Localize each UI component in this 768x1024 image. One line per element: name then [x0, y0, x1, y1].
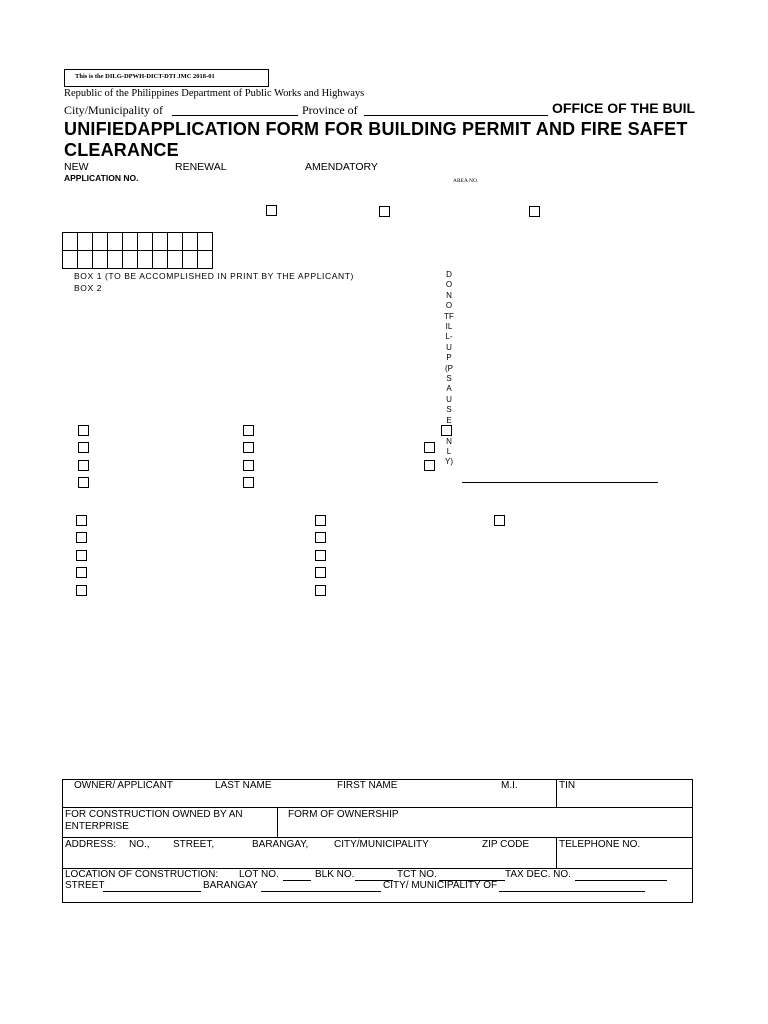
lot-no-label: LOT NO. [239, 869, 279, 880]
occupancy-checkbox[interactable] [76, 515, 87, 526]
box2-checkbox[interactable] [243, 442, 254, 453]
city-field-line[interactable] [172, 115, 298, 116]
box2-checkbox[interactable] [78, 425, 89, 436]
reference-note: This is the DILG-DPWH-DICT-DTI JMC 2018-01 [75, 73, 215, 80]
tin-label: TIN [559, 780, 576, 791]
location-label: LOCATION OF CONSTRUCTION: [65, 869, 219, 880]
box2-checkbox[interactable] [424, 442, 435, 453]
address-label: ADDRESS: [65, 839, 117, 850]
address-no-label: NO., [129, 839, 150, 850]
occupancy-checkbox[interactable] [76, 532, 87, 543]
box2-checkbox[interactable] [441, 425, 452, 436]
province-label: Province of [302, 103, 358, 117]
application-no-label: APPLICATION NO. [64, 173, 139, 183]
occupancy-checkbox[interactable] [76, 550, 87, 561]
city-municipality-line[interactable] [499, 891, 645, 892]
form-title-line1: UNIFIEDAPPLICATION FORM FOR BUILDING PERMIT AND FIRE SAFET [64, 119, 688, 139]
table-divider [556, 837, 557, 868]
barangay-label: BARANGAY [203, 880, 258, 891]
box2-checkbox[interactable] [243, 460, 254, 471]
tax-dec-label: TAX DEC. NO. [505, 869, 571, 880]
address-street-label: STREET, [173, 839, 215, 850]
amendatory-label: AMENDATORY [305, 161, 378, 173]
psa-use-only-vertical-text: DONOTFILL-UP(PSA USE NLY) [444, 270, 454, 467]
form-of-ownership-label: FORM OF OWNERSHIP [288, 809, 399, 820]
box2-checkbox[interactable] [243, 425, 254, 436]
tax-dec-line[interactable] [575, 880, 667, 881]
last-name-label: LAST NAME [215, 780, 272, 791]
others-specify-line[interactable] [462, 482, 658, 483]
mi-label: M.I. [501, 780, 518, 791]
enterprise-label-line2: ENTERPRISE [65, 821, 129, 832]
area-no-label: AREA NO. [453, 178, 479, 184]
address-city-label: CITY/MUNICIPALITY [334, 839, 429, 850]
province-field-line[interactable] [364, 115, 548, 116]
new-checkbox[interactable] [266, 205, 277, 216]
renewal-label: RENEWAL [175, 161, 227, 173]
table-divider [63, 837, 692, 838]
republic-header: Republic of the Philippines Department of Public Works and Highways [64, 88, 365, 99]
new-label: NEW [64, 161, 89, 173]
telephone-label: TELEPHONE NO. [559, 839, 641, 850]
tct-no-label: TCT NO. [397, 869, 437, 880]
owner-label: OWNER/ APPLICANT [74, 780, 173, 791]
box1-label: BOX 1 (TO BE ACCOMPLISHED IN PRINT BY THE APPLICANT) [74, 271, 354, 281]
city-municipality-label: CITY/ MUNICIPALITY OF [383, 880, 498, 891]
table-divider [556, 780, 557, 807]
occupancy-checkbox[interactable] [315, 515, 326, 526]
occupancy-checkbox[interactable] [494, 515, 505, 526]
box2-checkbox[interactable] [78, 442, 89, 453]
street-line[interactable] [103, 891, 201, 892]
occupancy-checkbox[interactable] [315, 585, 326, 596]
occupancy-checkbox[interactable] [315, 567, 326, 578]
box2-label: BOX 2 [74, 283, 103, 293]
first-name-label: FIRST NAME [337, 780, 398, 791]
renewal-checkbox[interactable] [379, 206, 390, 217]
lot-no-line[interactable] [283, 880, 311, 881]
box2-checkbox[interactable] [243, 477, 254, 488]
zip-code-label: ZIP CODE [482, 839, 530, 850]
occupancy-checkbox[interactable] [76, 585, 87, 596]
box2-checkbox[interactable] [78, 477, 89, 488]
enterprise-label-line1: FOR CONSTRUCTION OWNED BY AN [65, 809, 243, 820]
box2-checkbox[interactable] [424, 460, 435, 471]
form-title-line2: CLEARANCE [64, 140, 179, 160]
reference-box [64, 69, 269, 87]
occupancy-checkbox[interactable] [315, 532, 326, 543]
city-label: City/Municipality of [64, 103, 163, 117]
address-barangay-label: BARANGAY, [252, 839, 309, 850]
table-divider [277, 807, 278, 837]
table-divider [63, 807, 692, 808]
barangay-line[interactable] [261, 891, 381, 892]
box2-checkbox[interactable] [78, 460, 89, 471]
occupancy-checkbox[interactable] [76, 567, 87, 578]
office-heading: OFFICE OF THE BUIL [552, 100, 696, 116]
street-label: STREET [65, 880, 105, 891]
occupancy-checkbox[interactable] [315, 550, 326, 561]
blk-no-label: BLK NO. [315, 869, 355, 880]
amendatory-checkbox[interactable] [529, 206, 540, 217]
owner-applicant-table [62, 779, 693, 903]
application-number-grid[interactable] [62, 232, 213, 269]
